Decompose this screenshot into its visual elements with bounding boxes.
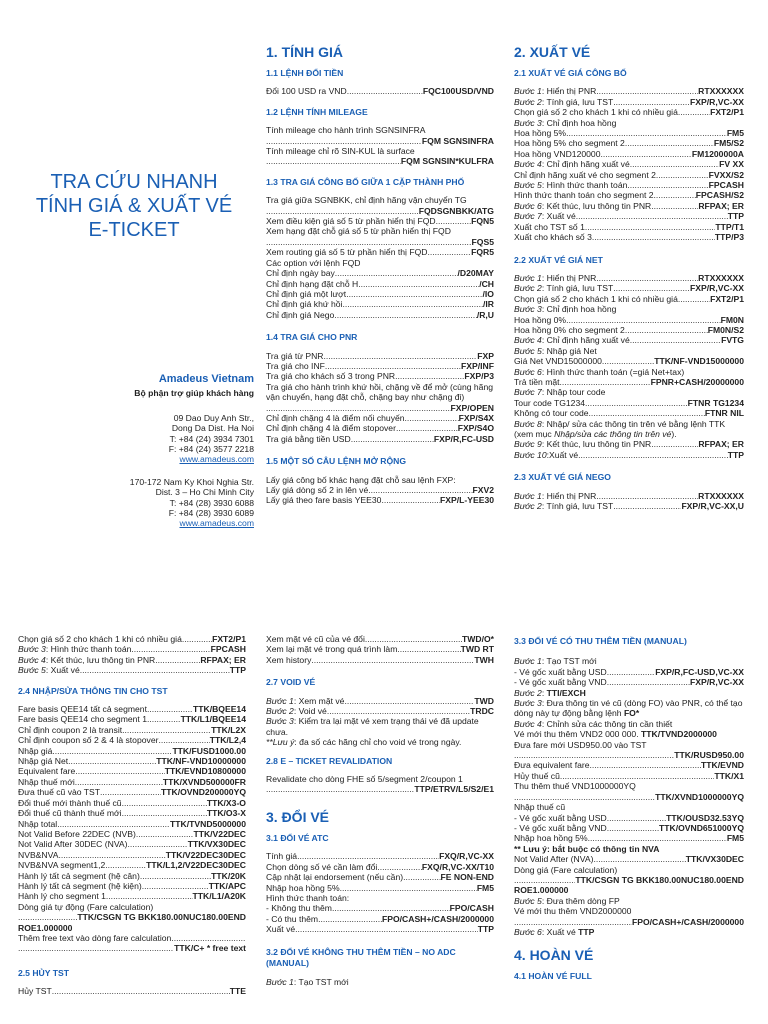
command-line: Chỉ định hạng đặt chỗ H ..... /CH	[266, 279, 494, 289]
cover-title-line: E-TICKET	[88, 219, 180, 241]
text-line: Dòng giá tự động (Fare calculation)	[18, 901, 154, 912]
command-line: Bước 5: Xuất vé ..... TTP	[18, 665, 246, 675]
command-line: Chỉ định coupon 2 là transit ..... TTK/L2X	[18, 725, 246, 735]
text-line: Bước 3: Kiểm tra lại mặt vé xem trạng thái vé đã update chưa.	[266, 716, 479, 737]
command-line: Hoa hồng 5% cho segment 2 ..... FM5/S2	[514, 138, 744, 148]
address-line: 09 Dao Duy Anh Str.,	[173, 412, 254, 423]
command-line: Bước 5: Hình thức thanh toán ..... FPCASH	[514, 180, 744, 190]
command-line: Đổi 100 USD ra VND ..... FQC100USD/VND	[266, 86, 494, 96]
section-tst	[18, 634, 246, 1024]
command-line: Hành lý cho segment 1 ..... TTK/L1/A20K	[18, 891, 246, 901]
text-line: ROE1.000000	[18, 922, 73, 933]
command-line: Bước 6: Kết thúc, lưu thông tin PNR ..... RFPAX; ER	[514, 201, 744, 211]
command-line: - Có thu thêm ..... FPO/CASH+/CASH/2000000	[266, 914, 494, 924]
command-line: Hoa hồng 0% ..... FM0N	[514, 315, 744, 325]
subsection-title: 3.1 ĐỔI VÉ ATC	[266, 832, 329, 843]
command-line: Nhập total ..... TTK/TVND5000000	[18, 819, 246, 829]
command-line: Chỉ định chặng 4 là điểm nối chuyến ..... FXP/S4X	[266, 413, 494, 423]
text-line: Lấy giá công bố khác hạng đặt chỗ sau lệnh FXP:	[266, 474, 456, 485]
command-line: ..... FQM SGNSIN*KULFRA	[266, 156, 494, 166]
command-line: Chỉ định giá một lượt ..... /IO	[266, 289, 494, 299]
text-line: **Lưu ý: đa số các hãng chỉ cho void vé trong ngày.	[266, 737, 462, 748]
command-line: Hành lý tất cả segment (hệ kiện) ..... TTK/APC	[18, 881, 246, 891]
section-title: 4. HOÀN VÉ	[514, 947, 594, 964]
command-line: Hủy thuế cũ ..... TTK/X1	[514, 771, 744, 781]
command-line: Giá Net VND15000000 ..... TTK/NF-VND15000000	[514, 356, 744, 366]
command-line: Bước 7: Xuất vé ..... TTP	[514, 211, 744, 221]
command-line: Xem điều kiện giá số 5 từ phần hiển thị FQD ..... FQN5	[266, 216, 494, 226]
command-line: ..... FQM SGNSINFRA	[266, 136, 494, 146]
command-line: Nhập thuế mới ..... TTK/XVND500000FR	[18, 777, 246, 787]
command-line: Not Valid After 30DEC (NVA) ..... TTK/VX30DEC	[18, 839, 246, 849]
command-line: Đưa equivalent fare ..... TTK/EVND	[514, 760, 744, 770]
text-line: Bước 6: Hình thức thanh toán (=giá Net+tax)	[514, 366, 685, 377]
command-line: ..... TTK/CSGN TG BKK180.00NUC180.00END	[18, 912, 246, 922]
text-line: ROE1.000000	[514, 885, 569, 896]
command-line: Hoa hồng VND120000 ..... FM1200000A	[514, 149, 744, 159]
command-line: Chỉ định chặng 4 là điểm stopover ..... FXP/S4O	[266, 423, 494, 433]
command-line: Chỉ định hãng xuất vé cho segment 2 ..... FVXX/S2	[514, 170, 744, 180]
command-line: Fare basis QEE14 cho segment 1 ..... TTK/L1/BQEE14	[18, 714, 246, 724]
command-line: Cập nhật lại endorsement (nếu cần) ..... FE NON-END	[266, 872, 494, 882]
command-line: - Vé gốc xuất bằng USD ..... FXP/R,FC-USD,VC-XX	[514, 667, 744, 677]
subsection-title: 1.5 MỘT SỐ CÂU LỆNH MỞ RỘNG	[266, 456, 407, 467]
cover-title	[14, 170, 254, 242]
text-line: Nhập thuế cũ	[514, 802, 566, 813]
section-exchange-refund	[514, 630, 744, 1024]
command-line: Chỉ định giá Nego ..... /R,U	[266, 310, 494, 320]
command-line: Chỉ định ngày bay ..... /D20MAY	[266, 268, 494, 278]
command-line: Chọn giá số 2 cho khách 1 khi có nhiều giá ..... FXT2/P1	[514, 107, 744, 117]
command-line: ..... FQS5	[266, 237, 494, 247]
address-line: F: +84 (28) 3930 6089	[168, 508, 254, 519]
command-line: Bước 1: Hiển thị PNR ..... RTXXXXXX	[514, 491, 744, 501]
command-line: ..... TTP/ETRV/L5/S2/E1	[266, 784, 494, 794]
command-line: Bước 3: Hình thức thanh toán ..... FPCASH	[18, 644, 246, 654]
section-title: 1. TÍNH GIÁ	[266, 44, 344, 60]
command-line: Xem mặt vé cũ của vé đổi ..... TWD/O*	[266, 634, 494, 644]
command-line: Xem lại mặt vé trong quá trình làm ..... TWD RT	[266, 644, 494, 654]
section-title: 2. XUẤT VÉ	[514, 44, 591, 60]
website-link[interactable]: www.amadeus.com	[179, 518, 254, 529]
command-line: ..... TTK/C+ * free text	[18, 943, 246, 953]
subsection-title: 2.8 E – TICKET REVALIDATION	[266, 755, 393, 766]
command-line: Xuất cho khách số 3 ..... TTP/P3	[514, 232, 744, 242]
subsection-title: 1.2 LỆNH TÍNH MILEAGE	[266, 106, 368, 117]
subsection-title: 3.2 ĐỔI VÉ KHÔNG THU THÊM TIỀN – NO ADC (MANUAL)	[266, 946, 456, 968]
subsection-title: 1.3 TRA GIÁ CÔNG BỐ GIỮA 1 CẶP THÀNH PHỐ	[266, 176, 465, 187]
command-line: Xem history ..... TWH	[266, 655, 494, 665]
address-line: T: +84 (24) 3934 7301	[169, 433, 254, 444]
command-line: Bước 4: Chỉ định hãng xuất vé ..... FVTG	[514, 335, 744, 345]
text-line: Tính mileage chỉ rõ SIN-KUL là surface	[266, 146, 415, 157]
text-line: Đưa fare mới USD950.00 vào TST	[514, 739, 647, 750]
text-line: Bước 1: Tạo TST mới	[514, 656, 597, 667]
subsection-title: 2.5 HỦY TST	[18, 967, 69, 978]
text-line: Bước 3: Chỉ định hoa hồng	[514, 304, 617, 315]
command-line: Tra giá bằng tiền USD ..... FXP/R,FC-USD	[266, 434, 494, 444]
cover-title-line: TÍNH GIÁ & XUẤT VÉ	[35, 195, 233, 217]
command-line: Bước 2: Tính giá, lưu TST ..... FXP/R,VC-XX,U	[514, 501, 744, 511]
address-line: Dist. 3 – Ho Chi Minh City	[155, 487, 254, 498]
text-line: Tra giá giữa SGNBKK, chỉ định hãng vận chuyển TG	[266, 195, 467, 206]
command-line: NVB&NVA ..... TTK/V22DEC30DEC	[18, 850, 246, 860]
command-line: Bước 4: Kết thúc, lưu thông tin PNR ..... RFPAX; ER	[18, 655, 246, 665]
command-line: - Không thu thêm ..... FPO/CASH	[266, 903, 494, 913]
subsection-title: 1.1 LỆNH ĐỔI TIỀN	[266, 68, 344, 78]
command-line: Đưa thuế cũ vào TST ..... TTK/OVND200000YQ	[18, 787, 246, 797]
command-line: Equivalent fare ..... TTK/EVND10800000	[18, 766, 246, 776]
command-line: Thêm free text vào dòng fare calculation .....	[18, 933, 246, 943]
text-line: Xem hạng đặt chỗ giá số 5 từ phần hiển thị FQD	[266, 226, 451, 237]
command-line: - Vé gốc xuất bằng USD ..... TTK/OUSD32.53YQ	[514, 813, 744, 823]
command-line: ..... TTK/XVND1000000YQ	[514, 792, 744, 802]
command-line: ..... FXP/OPEN	[266, 403, 494, 413]
text-line: Bước 7: Nhập tour code	[514, 387, 606, 398]
command-line: Chọn giá số 2 cho khách 1 khi có nhiều giá ..... FXT2/P1	[18, 634, 246, 644]
text-line: Bước 5: Đưa thêm dòng FP	[514, 895, 620, 906]
address-line: F: +84 (24) 3577 2218	[168, 444, 254, 455]
command-line: Bước 4: Chỉ định hãng xuất vé ..... FV XX	[514, 159, 744, 169]
command-line: Bước 6: Xuất vé TTP	[514, 926, 595, 937]
section-title: 3. ĐỔI VÉ	[266, 808, 330, 825]
command-line: Bước 2: Tính giá, lưu TST ..... FXP/R,VC-XX	[514, 97, 744, 107]
command-line: Not Valid Before 22DEC (NVB) ..... TTK/V22DEC	[18, 829, 246, 839]
command-line: Bước 1: Hiển thị PNR ..... RTXXXXXX	[514, 273, 744, 283]
command-line: NVB&NVA segment1,2 ..... TTK/L1,2/V22DEC30DEC	[18, 860, 246, 870]
command-line: Tính giá ..... FXQ/R,VC-XX	[266, 851, 494, 861]
section-ticketing	[514, 38, 744, 598]
subsection-title: 3.3 ĐỔI VÉ CÓ THU THÊM TIỀN (MANUAL)	[514, 636, 687, 646]
command-line: - Vé gốc xuất bằng VND ..... TTK/OVND651000YQ	[514, 823, 744, 833]
text-line: Tính mileage cho hành trình SGNSINFRA	[266, 125, 426, 136]
command-line: Hoa hồng 0% cho segment 2 ..... FM0N/S2	[514, 325, 744, 335]
command-line: Lấy giá theo fare basis YEE30 ..... FXP/L-YEE30	[266, 495, 494, 505]
command-line: Not Valid After (NVA) ..... TTK/VX30DEC	[514, 854, 744, 864]
text-line: Vé mới thu thêm VND2000000	[514, 906, 632, 917]
command-line: Tra giá cho khách số 3 trong PNR ..... FXP/P3	[266, 371, 494, 381]
command-line: ..... TTK/RUSD950.00	[514, 750, 744, 760]
command-line: Xuất cho TST số 1 ..... TTP/T1	[514, 222, 744, 232]
command-line: Hủy TST ..... TTE	[18, 986, 246, 996]
website-link[interactable]: www.amadeus.com	[179, 454, 254, 465]
cover-panel	[14, 170, 254, 590]
text-line: Tra giá cho hành trình khứ hồi, chặng về để mở (cùng hãng vận chuyển, hạng đặt chỗ, chặng bay như chặng đi)	[266, 381, 494, 403]
text-line: Hình thức thanh toán:	[266, 892, 350, 903]
command-line: Chọn dòng số vé cần làm đổi ..... FXQ/R,VC-XX/T10	[266, 862, 494, 872]
text-line: Thu thêm thuế VND1000000YQ	[514, 781, 636, 792]
subsection-title: 2.4 NHẬP/SỬA THÔNG TIN CHO TST	[18, 685, 168, 696]
command-line: Nhập giá ..... TTK/FUSD1000.00	[18, 746, 246, 756]
command-line: Tra giá từ PNR ..... FXP	[266, 351, 494, 361]
text-line: ** Lưu ý: bắt buộc có thông tin NVA	[514, 843, 660, 854]
command-line: Bước 2: Void vé ..... TRDC	[266, 706, 494, 716]
address-hanoi	[14, 413, 254, 465]
text-line: Bước 4: Chỉnh sửa các thông tin cần thiết	[514, 718, 673, 729]
command-line: Đổi thuế cũ thành thuế mới ..... TTK/O3-X	[18, 808, 246, 818]
command-line: Chọn giá số 2 cho khách 1 khi có nhiều giá ..... FXT2/P1	[514, 294, 744, 304]
text-line: Bước 3: Đưa thông tin vé cũ (dòng FO) vào PNR, có thể tạo dòng này tự động bằng lệnh FO*	[514, 698, 743, 719]
command-line: Tra giá cho INF ..... FXP/INF	[266, 361, 494, 371]
text-line: Các option với lệnh FQD	[266, 257, 361, 268]
command-line: Nhập giá Net ..... TTK/NF-VND10000000	[18, 756, 246, 766]
org-name: Amadeus Vietnam	[158, 373, 254, 385]
command-line: Xuất vé ..... TTP	[266, 924, 494, 934]
command-line: Trả tiền mặt ..... FPNR+CASH/20000000	[514, 377, 744, 387]
subsection-title: 2.3 XUẤT VÉ GIÁ NEGO	[514, 472, 611, 483]
subsection-title: 4.1 HOÀN VÉ FULL	[514, 971, 592, 982]
command-line: Bước 2: TTI/EXCH	[514, 687, 586, 698]
command-line: - Vé gốc xuất bằng VND ..... FXP/R,VC-XX	[514, 677, 744, 687]
command-line: Fare basis QEE14 tất cả segment ..... TTK/BQEE14	[18, 704, 246, 714]
section-pricing	[266, 38, 494, 598]
text-line: Dòng giá (Fare calculation)	[514, 864, 618, 875]
org-subtitle: Bộ phận trợ giúp khách hàng	[134, 388, 254, 399]
command-line: Không có tour code ..... FTNR NIL	[514, 408, 744, 418]
subsection-title: 2.2 XUẤT VÉ GIÁ NET	[514, 254, 603, 265]
text-line: Vé mới thu thêm VND2 000 000. TTK/TVND2000000	[514, 729, 717, 740]
command-line: Chỉ định coupon số 2 & 4 là stopover ..... TTK/L2,4	[18, 735, 246, 745]
section-void-exchange	[266, 634, 494, 1024]
command-line: ..... FPO/CASH+/CASH/2000000	[514, 917, 744, 927]
command-line: ..... TTK/CSGN TG BKK180.00NUC180.00END	[514, 875, 744, 885]
text-line: Bước 1: Tạo TST mới	[266, 976, 349, 987]
command-line: Nhập hoa hồng 5% ..... FM5	[514, 833, 744, 843]
text-line: Bước 3: Chỉ định hoa hồng	[514, 117, 617, 128]
subsection-title: 2.7 VOID VÉ	[266, 677, 316, 688]
command-line: Đổi thuế mới thành thuế cũ ..... TTK/X3-O	[18, 798, 246, 808]
command-line: Xem routing giá số 5 từ phần hiển thị FQD ..... FQR5	[266, 247, 494, 257]
text-line: Bước 8: Nhập/ sửa các thông tin trên vé bằng lệnh TTK (xem mục Nhập/sửa các thông tin trên vé).	[514, 418, 726, 439]
command-line: Bước 2: Tính giá, lưu TST ..... FXP/R,VC-XX	[514, 283, 744, 293]
command-line: Bước 1: Hiển thị PNR ..... RTXXXXXX	[514, 86, 744, 96]
command-line: Hoa hồng 5% ..... FM5	[514, 128, 744, 138]
command-line: Tour code TG1234 ..... FTNR TG1234	[514, 398, 744, 408]
text-line: Revalidate cho dòng FHE số 5/segment 2/coupon 1	[266, 774, 463, 785]
address-line: 170-172 Nam Ky Khoi Nghia Str.	[129, 476, 254, 487]
cover-title-line: TRA CỨU NHANH	[50, 171, 218, 193]
command-line: Bước 10:Xuất vé ..... TTP	[514, 450, 744, 460]
command-line: ..... FQDSGNBKK/ATG	[266, 206, 494, 216]
address-line: Dong Da Dist. Ha Noi	[171, 423, 254, 434]
command-line: Hình thức thanh toán cho segment 2 ..... FPCASH/S2	[514, 190, 744, 200]
command-line: Hành lý tất cả segment (hệ cân) ..... TTK/20K	[18, 871, 246, 881]
command-line: Bước 9: Kết thúc, lưu thông tin PNR ..... RFPAX; ER	[514, 439, 744, 449]
subsection-title: 1.4 TRA GIÁ CHO PNR	[266, 332, 358, 343]
subsection-title: 2.1 XUẤT VÉ GIÁ CÔNG BỐ	[514, 68, 627, 78]
command-line: Lấy giá dòng số 2 in lên vé ..... FXV2	[266, 485, 494, 495]
command-line: Chỉ định giá khứ hồi ..... /IR	[266, 299, 494, 309]
address-hcmc	[14, 477, 254, 529]
command-line: Nhập hoa hồng 5% ..... FM5	[266, 883, 494, 893]
address-line: T: +84 (28) 3930 6088	[169, 497, 254, 508]
command-line: Bước 1: Xem mặt vé ..... TWD	[266, 696, 494, 706]
text-line: Bước 5: Nhập giá Net	[514, 345, 597, 356]
